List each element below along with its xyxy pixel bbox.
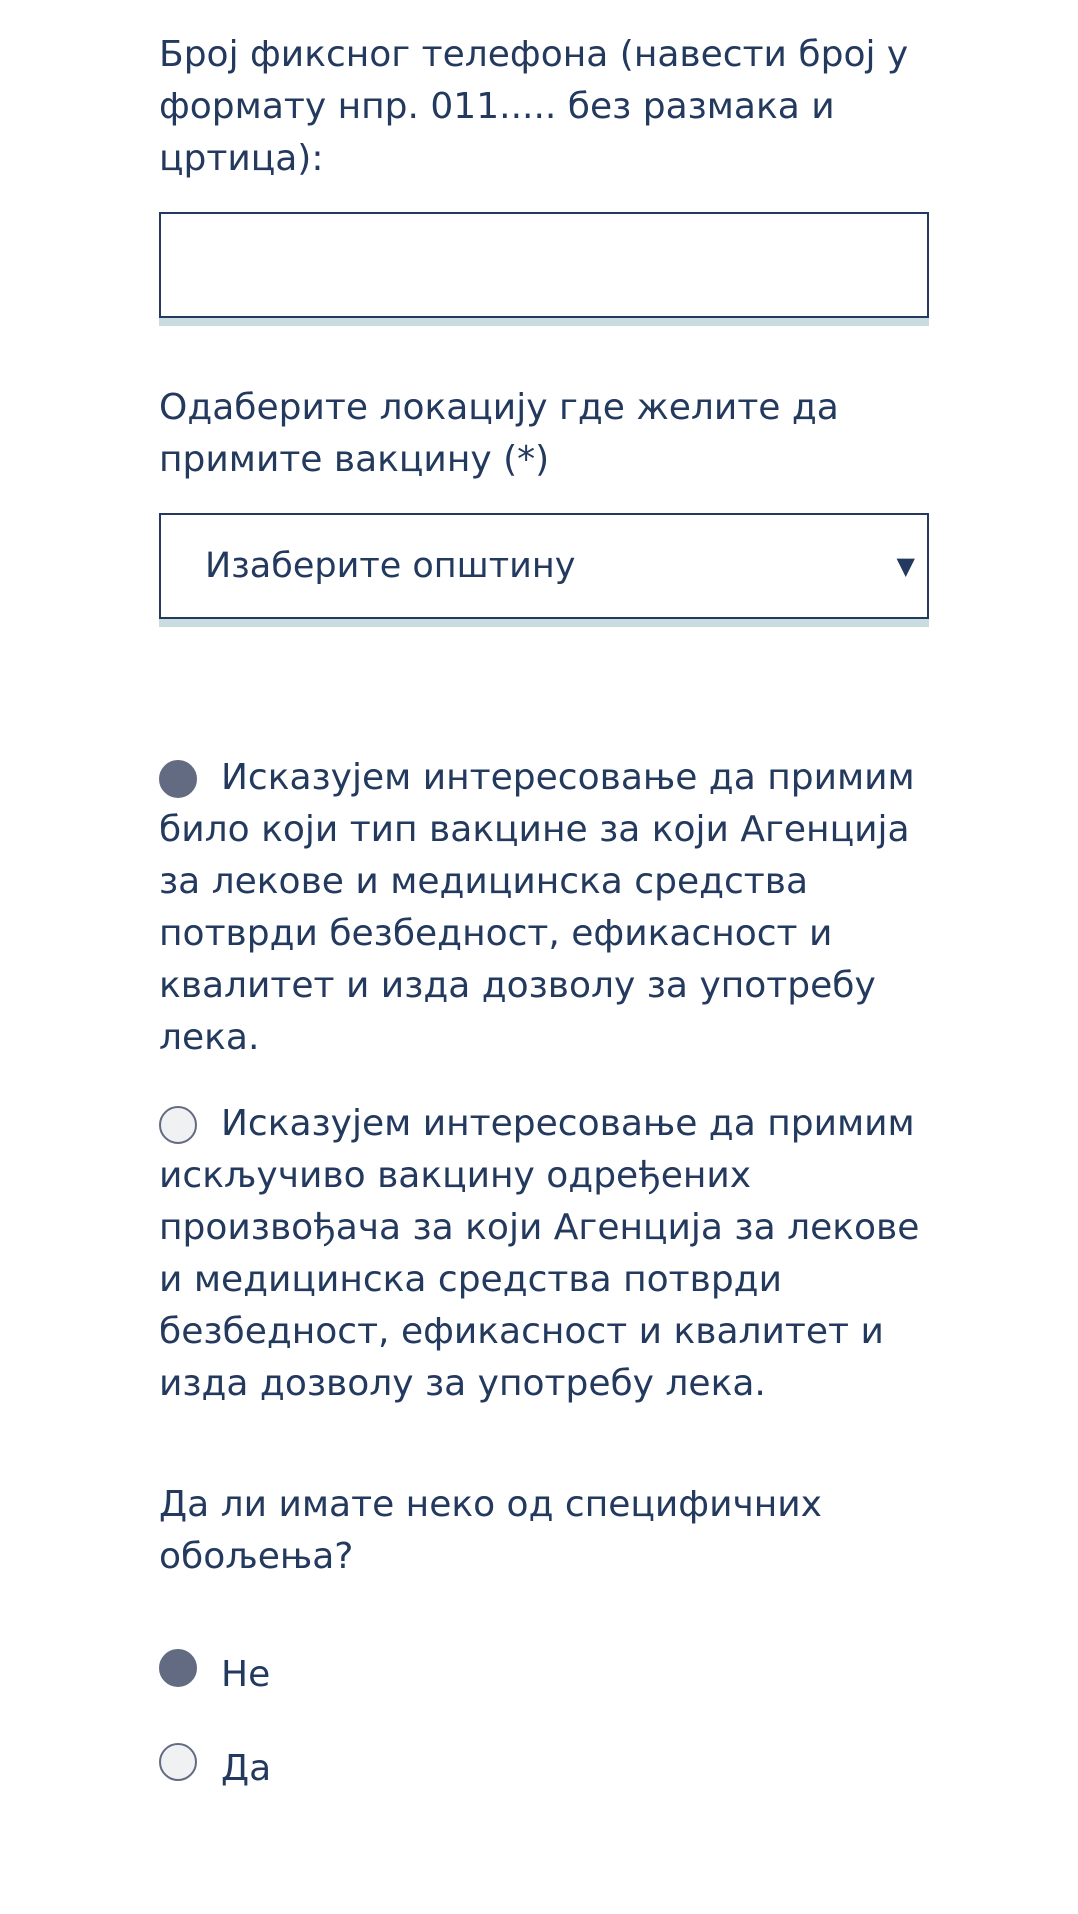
radio-unchecked-icon[interactable]: [159, 1743, 197, 1781]
disease-no-label: Не: [221, 1654, 271, 1695]
phone-input-underline: [159, 318, 929, 326]
specific-diseases-group: [159, 1649, 929, 1795]
disease-yes-label: Да: [221, 1748, 272, 1789]
vaccine-preference-group: [159, 757, 929, 1418]
radio-checked-icon[interactable]: [159, 1649, 197, 1687]
disease-yes-option[interactable]: [159, 1743, 929, 1795]
municipality-select[interactable]: [159, 513, 929, 619]
vaccine-specific-manufacturer-option[interactable]: [159, 1103, 929, 1418]
vaccine-any-type-option[interactable]: [159, 757, 929, 1072]
location-field-label: Одаберите локацију где желите да примите вакцину (*): [159, 387, 839, 480]
phone-field-label: Број фиксног телефона (навести број у формату нпр. 011..... без размака и цртица):: [159, 34, 909, 179]
dropdown-arrow-icon: ▼: [896, 552, 915, 580]
vaccine-any-type-label: Исказујем интересовање да примим било који тип вакцине за који Агенција за лекове и медицинска средства потврди безбедност, ефикасност и квалитет и изда дозволу за употребу лека.: [159, 757, 915, 1058]
registration-form: [159, 0, 929, 1795]
municipality-select-value: Изаберите општину: [205, 546, 576, 586]
specific-diseases-question: Да ли имате неко од специфичних обољења?: [159, 1484, 822, 1577]
disease-no-option[interactable]: [159, 1649, 929, 1701]
municipality-select-underline: [159, 619, 929, 627]
phone-input[interactable]: [159, 212, 929, 318]
vaccine-specific-manufacturer-label: Исказујем интересовање да примим искључиво вакцину одређених произвођача за који Агенција за лекове и медицинска средства потврди безбедност, ефикасност и квалитет и изда дозволу за употребу лека.: [159, 1103, 920, 1404]
